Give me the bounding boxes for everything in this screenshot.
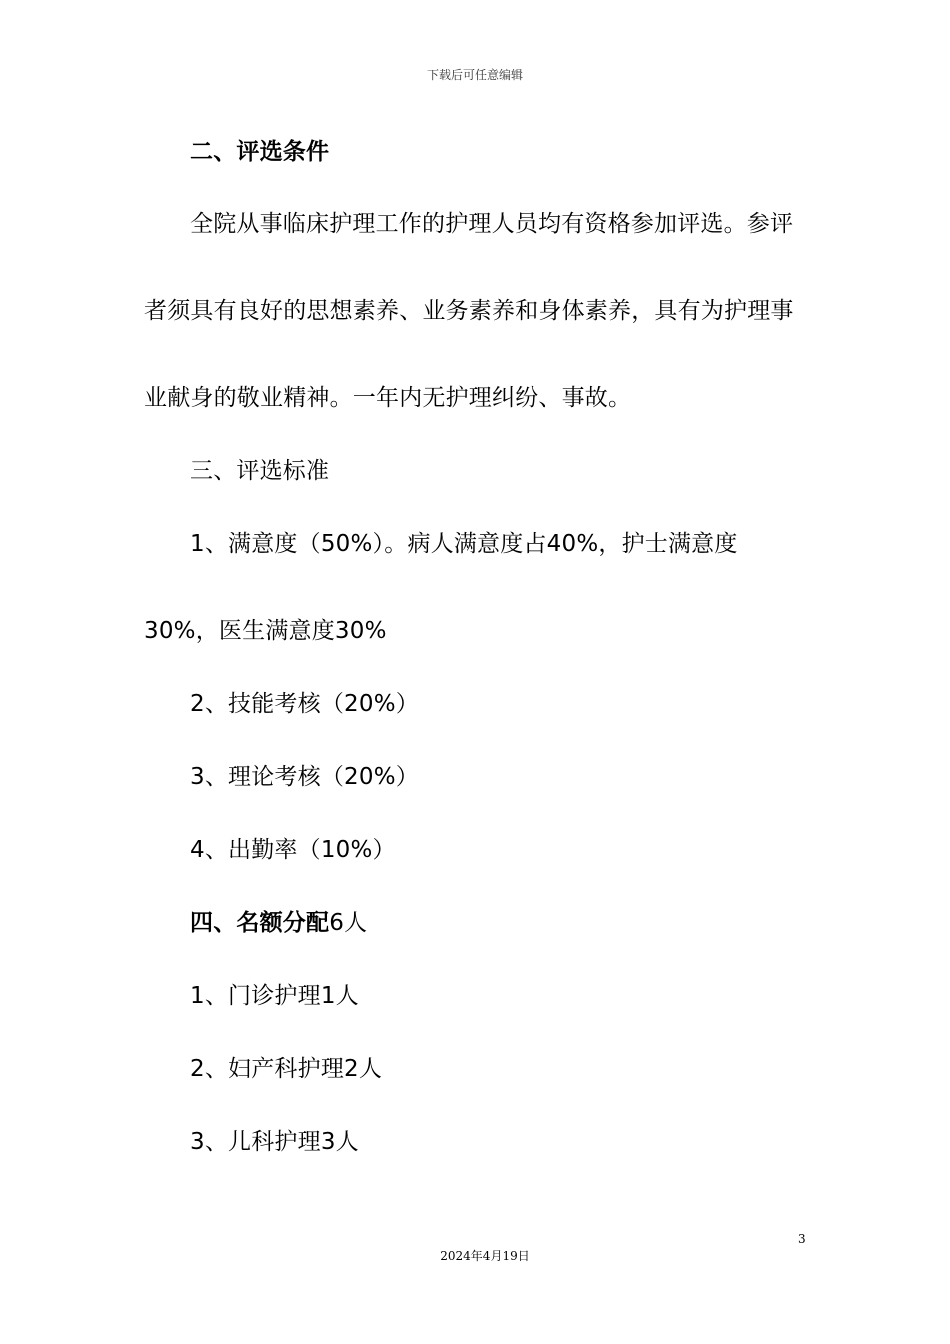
quota-item-outpatient: 1、门诊护理1人 xyxy=(190,983,359,1009)
quota-item-pediatrics: 3、儿科护理3人 xyxy=(190,1129,359,1155)
section-heading-quota xyxy=(190,907,367,939)
section-heading-criteria: 二、评选条件 xyxy=(190,139,330,165)
section-heading-quota-total: 6人 xyxy=(329,910,368,936)
paragraph-line: 全院从事临床护理工作的护理人员均有资格参加评选。参评 xyxy=(190,211,794,237)
standard-item-skills: 2、技能考核（20%） xyxy=(190,691,419,717)
standard-item-theory: 3、理论考核（20%） xyxy=(190,764,419,790)
standard-item-satisfaction: 1、满意度（50%）。病人满意度占40%，护士满意度 xyxy=(190,531,738,557)
section-heading-quota-title: 四、名额分配 xyxy=(190,910,330,936)
section-heading-standards: 三、评选标准 xyxy=(190,458,330,484)
standard-item-attendance: 4、出勤率（10%） xyxy=(190,837,396,863)
paragraph-line: 者须具有良好的思想素养、业务素养和身体素养，具有为护理事 xyxy=(144,298,794,324)
paragraph-line: 业献身的敬业精神。一年内无护理纠纷、事故。 xyxy=(144,385,632,411)
page-header: 下载后可任意编辑 xyxy=(426,68,523,82)
standard-item-satisfaction-cont: 30%，医生满意度30% xyxy=(144,618,387,644)
quota-item-obstetrics: 2、妇产科护理2人 xyxy=(190,1056,383,1082)
page-number: 3 xyxy=(798,1232,806,1246)
footer-date: 2024年4月19日 xyxy=(440,1249,530,1263)
